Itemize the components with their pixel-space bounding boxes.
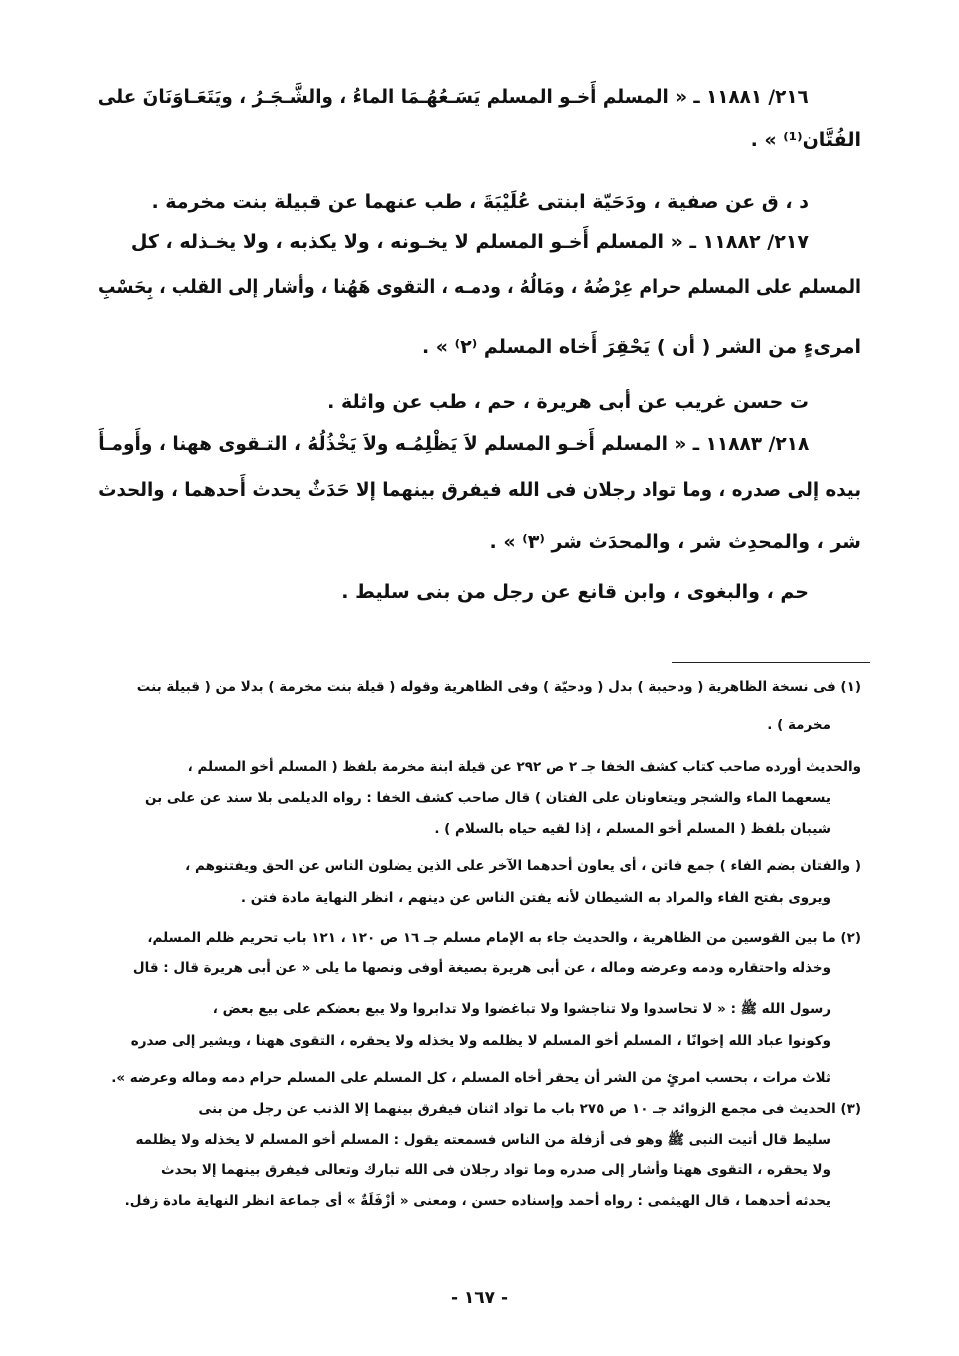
footnote-line: ويروى بفتح الفاء والمراد به الشيطان لأنه يفتن الناس عن دينهم ، انظر النهاية مادة فتن . bbox=[240, 890, 831, 906]
text-line: الفُتَّان⁽¹⁾ » . bbox=[750, 129, 861, 151]
footnote-line: وخذله واحتقاره ودمه وعرضه وماله ، عن أبى هريرة بصيغة أوفى ونصها ما يلى « عن أبى هريرة قال : قال bbox=[132, 960, 831, 976]
source-218: حم ، والبغوى ، وابن قانع عن رجل من بنى سليط . bbox=[341, 581, 809, 603]
footnote-line: وكونوا عباد الله إخوانًا ، المسلم أخو المسلم لا يظلمه ولا يخذله ولا يحقره ، التقوى ههنا ، ويشير إلى صدره bbox=[130, 1033, 831, 1049]
footnote-line: (٢) ما بين القوسين من الظاهرية ، والحديث جاء به الإمام مسلم جـ ١٦ ص ١٢٠ ، ١٢١ باب تحريم ظلم المسلم، bbox=[147, 930, 861, 946]
page-number: - ١٦٧ - bbox=[450, 1288, 509, 1308]
text-line: ٢١٨/ ١١٨٨٣ ـ « المسلم أَخـو المسلم لاَ يَظْلِمُـه ولاَ يَخْذُلُهُ ، التـقوى ههنا ، وأَومـأَ bbox=[98, 433, 809, 455]
text-line: المسلم على المسلم حرام عِرْضُهُ ، ومَالُهُ ، ودمـه ، التقوى هَهُنا ، وأشار إلى القلب ، بِحَسْبِ bbox=[98, 276, 861, 298]
text-line: ٢١٦/ ١١٨٨١ ـ « المسلم أَخـو المسلم يَسَـعُهُـمَا الماءُ ، والشَّـجَـرُ ، ويَتَعَـاوَنَانَ على bbox=[98, 86, 809, 108]
footnote-line: رسول الله ﷺ : « لا تحاسدوا ولا تناجشوا ولا تباغضوا ولا تدابروا ولا يبع بعضكم على بيع بعض ، bbox=[212, 1001, 831, 1017]
source-217: ت حسن غريب عن أبى هريرة ، حم ، طب عن واثلة . bbox=[327, 391, 809, 413]
footnote-line: مخرمة ) . bbox=[767, 717, 831, 733]
footnote-line: ثلاث مرات ، بحسب امرئٍ من الشر أن يحقر أخاه المسلم ، كل المسلم على المسلم حرام دمه وماله وعرضه ». bbox=[111, 1070, 831, 1086]
footnote-line: (١) فى نسخة الظاهرية ( ودحيبة ) بدل ( ودحيّة ) وفى الظاهرية وقوله ( قيلة بنت مخرمة ) بدلا من ( قبيلة بنت bbox=[136, 679, 861, 695]
source-216: د ، ق عن صفية ، ودَحَيّة ابنتى عُلَيْبَةَ ، طب عنهما عن قبيلة بنت مخرمة . bbox=[151, 191, 809, 213]
text-line: شر ، والمحدِث شر ، والمحدَث شر ⁽٣⁾ » . bbox=[489, 531, 861, 553]
footnote-line: (٣) الحديث فى مجمع الزوائد جـ ١٠ ص ٢٧٥ باب ما تواد اثنان فيفرق بينهما إلا الذنب عن رجل من بنى bbox=[198, 1101, 861, 1117]
text-line: امرىءٍ من الشر ( أن ) يَحْقِرَ أَخاه المسلم ⁽٢⁾ » . bbox=[421, 336, 861, 358]
footnote-line: ولا يحقره ، التقوى ههنا وأشار إلى صدره وما تواد رجلان فى الله تبارك وتعالى فيفرق بينهما إلا بحدث bbox=[161, 1162, 831, 1178]
footnote-line: ( والفتان بضم الفاء ) جمع فاتن ، أى يعاون أحدهما الآخر على الذين يضلون الناس عن الحق ويفتنوهم ، bbox=[185, 858, 861, 874]
footnote-line: والحديث أورده صاحب كتاب كشف الخفا جـ ٢ ص ٢٩٢ عن قيلة ابنة مخرمة بلفظ ( المسلم أخو المسلم ، bbox=[187, 759, 861, 775]
footnote-line: شيبان بلفظ ( المسلم أخو المسلم ، إذا لقيه حياه بالسلام ) . bbox=[434, 821, 831, 837]
text-line: ٢١٧/ ١١٨٨٢ ـ « المسلم أَخـو المسلم لا يخـونه ، ولا يكذبه ، ولا يخـذله ، كل bbox=[130, 231, 809, 253]
footnote-separator bbox=[672, 662, 870, 663]
text-line: بيده إلى صدره ، وما تواد رجلان فى الله فيفرق بينهما إلا حَدَثٌ يحدث أَحدهما ، والحدث bbox=[98, 479, 861, 501]
footnote-line: يسعهما الماء والشجر ويتعاونان على الفتان ) قال صاحب كشف الخفا : رواه الديلمى بلا سند عن على بن bbox=[145, 790, 831, 806]
footnote-line: سليط قال أتيت النبى ﷺ وهو فى أزفلة من الناس فسمعته يقول : المسلم أخو المسلم لا يخذله ولا يظلمه bbox=[135, 1132, 831, 1148]
footnote-line: يحدثه أحدهما ، قال الهيثمى : رواه أحمد وإسناده حسن ، ومعنى « أزْفَلَةٌ » أى جماعة انظر النهاية مادة زفل. bbox=[124, 1193, 831, 1209]
